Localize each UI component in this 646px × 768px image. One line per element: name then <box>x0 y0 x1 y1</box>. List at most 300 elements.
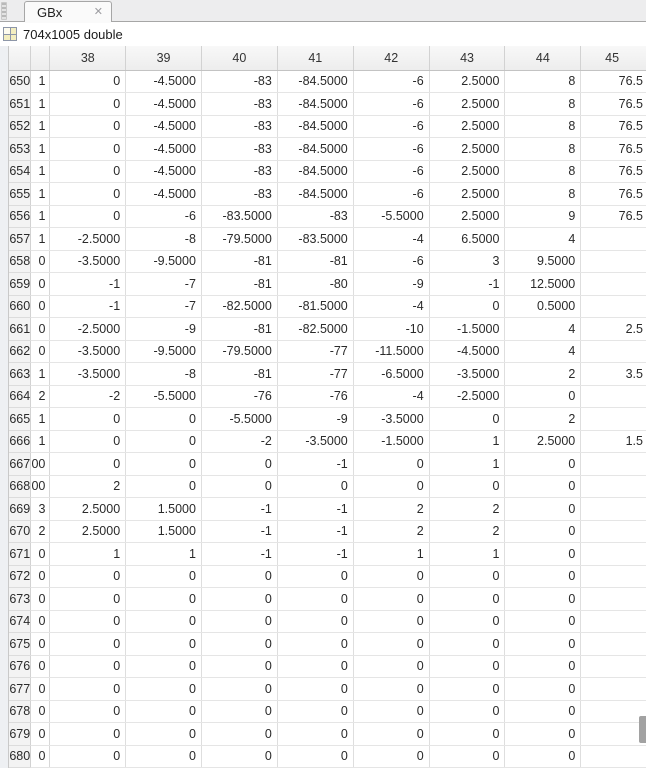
data-cell[interactable]: -4 <box>353 228 429 251</box>
data-cell[interactable]: -8 <box>126 228 202 251</box>
data-cell[interactable]: -2.5000 <box>50 228 126 251</box>
data-cell[interactable]: -1 <box>50 295 126 318</box>
data-cell[interactable]: 0 <box>429 475 505 498</box>
data-cell[interactable]: -6 <box>353 160 429 183</box>
data-cell[interactable]: -5.5000 <box>353 205 429 228</box>
column-header-42[interactable]: 42 <box>353 46 429 70</box>
data-cell[interactable]: -81.5000 <box>277 295 353 318</box>
data-cell[interactable]: -9 <box>353 273 429 296</box>
data-cell[interactable]: 0 <box>277 565 353 588</box>
data-cell[interactable]: -4.5000 <box>126 160 202 183</box>
data-cell[interactable]: 0 <box>50 138 126 161</box>
data-cell[interactable]: 0 <box>50 70 126 93</box>
column-header-39[interactable]: 39 <box>126 46 202 70</box>
data-cell[interactable]: 2.5000 <box>50 498 126 521</box>
data-cell[interactable]: 0 <box>429 565 505 588</box>
data-cell[interactable]: 2.5000 <box>429 115 505 138</box>
data-cell[interactable]: -82.5000 <box>201 295 277 318</box>
column-header-44[interactable]: 44 <box>505 46 581 70</box>
data-cell[interactable] <box>581 340 646 363</box>
vertical-scrollbar-thumb[interactable] <box>639 716 646 743</box>
data-cell[interactable]: 1 <box>126 543 202 566</box>
data-cell[interactable]: 0 <box>31 700 50 723</box>
data-cell[interactable]: -81 <box>201 273 277 296</box>
data-cell[interactable]: -1 <box>201 498 277 521</box>
data-cell[interactable]: -81 <box>277 250 353 273</box>
data-cell[interactable]: 0 <box>505 588 581 611</box>
data-cell[interactable] <box>581 475 646 498</box>
data-cell[interactable]: -1 <box>201 520 277 543</box>
column-header-38[interactable]: 38 <box>50 46 126 70</box>
data-cell[interactable]: -83 <box>201 183 277 206</box>
data-cell[interactable]: 0 <box>505 633 581 656</box>
data-cell[interactable]: 0 <box>505 700 581 723</box>
data-cell[interactable]: 0 <box>505 385 581 408</box>
data-cell[interactable]: -83 <box>201 93 277 116</box>
row-header-cell[interactable]: 650 <box>9 70 31 93</box>
data-cell[interactable]: -6 <box>126 205 202 228</box>
data-cell[interactable]: 2.5000 <box>50 520 126 543</box>
panel-grip-icon[interactable] <box>1 2 7 20</box>
data-cell[interactable]: 0 <box>31 745 50 768</box>
data-cell[interactable] <box>581 453 646 476</box>
data-cell[interactable]: 4 <box>505 228 581 251</box>
row-header-cell[interactable]: 670 <box>9 520 31 543</box>
data-cell[interactable]: 0 <box>50 745 126 768</box>
data-cell[interactable]: -9 <box>277 408 353 431</box>
data-cell[interactable]: -5.5000 <box>201 408 277 431</box>
data-cell[interactable]: 0 <box>505 475 581 498</box>
data-cell[interactable]: 0 <box>50 430 126 453</box>
data-cell[interactable]: 1 <box>31 430 50 453</box>
data-cell[interactable]: 3 <box>429 250 505 273</box>
data-cell[interactable]: 0 <box>353 588 429 611</box>
data-cell[interactable]: 0 <box>201 723 277 746</box>
data-cell[interactable] <box>581 295 646 318</box>
data-cell[interactable]: 2 <box>353 498 429 521</box>
data-cell[interactable]: 0 <box>50 93 126 116</box>
data-cell[interactable]: 1.5000 <box>126 520 202 543</box>
data-cell[interactable]: 2 <box>31 520 50 543</box>
data-cell[interactable]: -83.5000 <box>277 228 353 251</box>
data-cell[interactable]: 0 <box>50 160 126 183</box>
data-cell[interactable]: 0 <box>429 295 505 318</box>
data-cell[interactable] <box>581 655 646 678</box>
data-cell[interactable]: 76.5 <box>581 205 646 228</box>
corner-header-cell[interactable] <box>9 46 31 70</box>
data-cell[interactable]: 1 <box>429 543 505 566</box>
data-cell[interactable]: 0 <box>50 633 126 656</box>
data-cell[interactable]: 1 <box>31 228 50 251</box>
data-cell[interactable]: -4.5000 <box>126 115 202 138</box>
data-cell[interactable]: 0 <box>31 543 50 566</box>
data-cell[interactable]: -76 <box>201 385 277 408</box>
data-cell[interactable]: 0 <box>50 678 126 701</box>
data-cell[interactable]: -7 <box>126 295 202 318</box>
data-cell[interactable]: 0 <box>505 745 581 768</box>
data-cell[interactable]: 8 <box>505 183 581 206</box>
data-cell[interactable]: 0 <box>201 475 277 498</box>
data-cell[interactable]: -80 <box>277 273 353 296</box>
data-cell[interactable]: -83.5000 <box>201 205 277 228</box>
data-cell[interactable]: -83 <box>201 70 277 93</box>
data-cell[interactable]: 0 <box>50 205 126 228</box>
data-cell[interactable]: 0 <box>50 115 126 138</box>
data-cell[interactable]: 76.5 <box>581 70 646 93</box>
data-cell[interactable] <box>581 610 646 633</box>
data-cell[interactable]: 1 <box>429 453 505 476</box>
data-cell[interactable]: -10 <box>353 318 429 341</box>
data-cell[interactable]: 0 <box>201 745 277 768</box>
row-header-cell[interactable]: 680 <box>9 745 31 768</box>
row-header-cell[interactable]: 663 <box>9 363 31 386</box>
row-header-cell[interactable]: 669 <box>9 498 31 521</box>
data-cell[interactable]: -4.5000 <box>126 70 202 93</box>
data-cell[interactable]: -82.5000 <box>277 318 353 341</box>
data-cell[interactable]: -4.5000 <box>429 340 505 363</box>
data-cell[interactable]: -84.5000 <box>277 138 353 161</box>
data-cell[interactable]: 0 <box>277 655 353 678</box>
data-cell[interactable]: -79.5000 <box>201 228 277 251</box>
data-cell[interactable]: 2.5000 <box>429 70 505 93</box>
data-cell[interactable]: -9 <box>126 318 202 341</box>
data-cell[interactable]: 0 <box>126 610 202 633</box>
data-cell[interactable]: -81 <box>201 250 277 273</box>
data-cell[interactable]: 0 <box>31 273 50 296</box>
data-cell[interactable]: -6 <box>353 250 429 273</box>
data-cell[interactable]: -81 <box>201 363 277 386</box>
data-cell[interactable]: -83 <box>201 115 277 138</box>
data-cell[interactable]: 4 <box>505 340 581 363</box>
data-cell[interactable] <box>581 678 646 701</box>
data-cell[interactable]: -81 <box>201 318 277 341</box>
data-cell[interactable]: 0 <box>126 475 202 498</box>
row-header-cell[interactable]: 661 <box>9 318 31 341</box>
data-cell[interactable] <box>581 385 646 408</box>
data-cell[interactable]: -4 <box>353 295 429 318</box>
data-cell[interactable]: -2.5000 <box>429 385 505 408</box>
data-cell[interactable]: 1 <box>31 70 50 93</box>
close-icon[interactable]: ✕ <box>93 5 103 18</box>
row-header-cell[interactable]: 676 <box>9 655 31 678</box>
data-cell[interactable]: 1 <box>31 93 50 116</box>
data-cell[interactable]: 0 <box>277 610 353 633</box>
data-cell[interactable]: -3.5000 <box>50 363 126 386</box>
data-cell[interactable]: -1 <box>277 543 353 566</box>
data-cell[interactable]: -83 <box>201 138 277 161</box>
data-cell[interactable]: 0 <box>31 318 50 341</box>
data-cell[interactable]: 1 <box>429 430 505 453</box>
column-header-40[interactable]: 40 <box>201 46 277 70</box>
data-cell[interactable]: 2 <box>50 475 126 498</box>
data-cell[interactable]: 0 <box>126 745 202 768</box>
data-cell[interactable]: -84.5000 <box>277 70 353 93</box>
data-cell[interactable]: -3.5000 <box>50 340 126 363</box>
row-header-cell[interactable]: 662 <box>9 340 31 363</box>
data-cell[interactable]: 0 <box>50 588 126 611</box>
data-cell[interactable] <box>581 273 646 296</box>
data-cell[interactable]: -83 <box>277 205 353 228</box>
data-cell[interactable]: 0 <box>31 655 50 678</box>
data-cell[interactable]: 0 <box>126 678 202 701</box>
data-cell[interactable]: 0 <box>201 655 277 678</box>
data-cell[interactable]: 1.5 <box>581 430 646 453</box>
data-cell[interactable] <box>581 633 646 656</box>
data-cell[interactable]: 8 <box>505 115 581 138</box>
data-cell[interactable]: 0 <box>126 655 202 678</box>
data-cell[interactable]: 0 <box>353 655 429 678</box>
row-header-cell[interactable]: 667 <box>9 453 31 476</box>
data-cell[interactable]: -11.5000 <box>353 340 429 363</box>
row-header-cell[interactable]: 679 <box>9 723 31 746</box>
data-cell[interactable]: 00 <box>31 475 50 498</box>
data-cell[interactable]: 0 <box>50 610 126 633</box>
data-cell[interactable]: 0 <box>31 633 50 656</box>
data-cell[interactable]: -84.5000 <box>277 93 353 116</box>
data-cell[interactable] <box>581 520 646 543</box>
data-cell[interactable]: 1.5000 <box>126 498 202 521</box>
row-header-cell[interactable]: 665 <box>9 408 31 431</box>
data-cell[interactable]: -2.5000 <box>50 318 126 341</box>
row-header-cell[interactable]: 677 <box>9 678 31 701</box>
data-cell[interactable] <box>581 588 646 611</box>
data-cell[interactable]: 0 <box>505 723 581 746</box>
data-cell[interactable]: 1 <box>31 183 50 206</box>
data-cell[interactable]: 0 <box>31 610 50 633</box>
data-cell[interactable] <box>581 543 646 566</box>
data-cell[interactable]: 0 <box>277 633 353 656</box>
data-cell[interactable]: -6 <box>353 115 429 138</box>
data-cell[interactable]: 0 <box>429 633 505 656</box>
data-cell[interactable]: 0 <box>429 723 505 746</box>
data-cell[interactable]: 0 <box>31 588 50 611</box>
data-cell[interactable]: 0 <box>505 520 581 543</box>
data-cell[interactable]: -5.5000 <box>126 385 202 408</box>
data-cell[interactable]: -6 <box>353 70 429 93</box>
data-cell[interactable]: 0 <box>353 565 429 588</box>
data-cell[interactable]: 0 <box>277 475 353 498</box>
data-cell[interactable]: 0 <box>505 453 581 476</box>
data-cell[interactable]: 0 <box>429 700 505 723</box>
data-cell[interactable]: 0 <box>126 633 202 656</box>
data-cell[interactable] <box>581 228 646 251</box>
partial-column-header[interactable] <box>31 46 50 70</box>
data-cell[interactable]: 2 <box>429 520 505 543</box>
data-cell[interactable]: -2 <box>201 430 277 453</box>
data-cell[interactable]: -1.5000 <box>353 430 429 453</box>
data-cell[interactable]: -3.5000 <box>429 363 505 386</box>
data-cell[interactable]: 0 <box>126 565 202 588</box>
data-cell[interactable]: -84.5000 <box>277 160 353 183</box>
data-cell[interactable]: 0 <box>50 565 126 588</box>
data-cell[interactable]: 0 <box>201 678 277 701</box>
data-cell[interactable]: 3 <box>31 498 50 521</box>
row-header-cell[interactable]: 673 <box>9 588 31 611</box>
data-cell[interactable]: 1 <box>31 115 50 138</box>
data-cell[interactable]: 0 <box>31 340 50 363</box>
data-cell[interactable]: 2.5 <box>581 318 646 341</box>
data-cell[interactable]: 2 <box>505 363 581 386</box>
data-cell[interactable]: 1 <box>31 363 50 386</box>
data-cell[interactable]: -3.5000 <box>50 250 126 273</box>
data-cell[interactable]: 76.5 <box>581 183 646 206</box>
data-cell[interactable]: 0 <box>31 295 50 318</box>
data-cell[interactable]: 0 <box>201 588 277 611</box>
data-cell[interactable]: 12.5000 <box>505 273 581 296</box>
data-cell[interactable]: 2 <box>353 520 429 543</box>
data-cell[interactable]: 0 <box>429 610 505 633</box>
row-header-cell[interactable]: 668 <box>9 475 31 498</box>
data-cell[interactable]: 0 <box>429 655 505 678</box>
data-cell[interactable]: 2 <box>505 408 581 431</box>
row-header-cell[interactable]: 656 <box>9 205 31 228</box>
data-cell[interactable]: 0 <box>201 700 277 723</box>
data-cell[interactable] <box>581 250 646 273</box>
data-cell[interactable] <box>581 745 646 768</box>
data-cell[interactable]: -1 <box>429 273 505 296</box>
data-cell[interactable]: 0 <box>126 453 202 476</box>
data-cell[interactable]: 0 <box>31 723 50 746</box>
data-cell[interactable]: 0 <box>505 498 581 521</box>
data-cell[interactable]: 1 <box>31 138 50 161</box>
row-header-cell[interactable]: 659 <box>9 273 31 296</box>
data-cell[interactable]: 0 <box>277 588 353 611</box>
data-cell[interactable]: 9 <box>505 205 581 228</box>
data-cell[interactable]: 76.5 <box>581 115 646 138</box>
data-cell[interactable]: 1 <box>31 205 50 228</box>
data-cell[interactable]: 0 <box>50 723 126 746</box>
row-header-cell[interactable]: 660 <box>9 295 31 318</box>
data-cell[interactable]: 0 <box>50 183 126 206</box>
data-cell[interactable]: 0 <box>353 678 429 701</box>
data-cell[interactable]: 2 <box>31 385 50 408</box>
data-cell[interactable]: 3.5 <box>581 363 646 386</box>
data-cell[interactable]: -4.5000 <box>126 93 202 116</box>
data-cell[interactable]: -2 <box>50 385 126 408</box>
data-cell[interactable]: -9.5000 <box>126 340 202 363</box>
column-header-43[interactable]: 43 <box>429 46 505 70</box>
data-cell[interactable]: 0 <box>50 700 126 723</box>
data-cell[interactable]: -84.5000 <box>277 183 353 206</box>
row-header-cell[interactable]: 671 <box>9 543 31 566</box>
data-cell[interactable]: 2.5000 <box>429 93 505 116</box>
data-cell[interactable]: -77 <box>277 340 353 363</box>
row-header-cell[interactable]: 674 <box>9 610 31 633</box>
data-cell[interactable]: 0 <box>277 700 353 723</box>
row-header-cell[interactable]: 653 <box>9 138 31 161</box>
data-cell[interactable]: -84.5000 <box>277 115 353 138</box>
data-cell[interactable]: -1 <box>277 520 353 543</box>
data-cell[interactable]: -6.5000 <box>353 363 429 386</box>
data-cell[interactable]: -1 <box>277 498 353 521</box>
data-cell[interactable]: -3.5000 <box>277 430 353 453</box>
data-cell[interactable]: 1 <box>353 543 429 566</box>
data-cell[interactable]: 6.5000 <box>429 228 505 251</box>
data-cell[interactable]: -1 <box>50 273 126 296</box>
data-cell[interactable]: 0 <box>429 588 505 611</box>
data-cell[interactable]: 2.5000 <box>429 183 505 206</box>
data-cell[interactable]: 8 <box>505 160 581 183</box>
row-header-cell[interactable]: 675 <box>9 633 31 656</box>
data-cell[interactable]: 8 <box>505 93 581 116</box>
data-cell[interactable]: -3.5000 <box>353 408 429 431</box>
data-cell[interactable]: -83 <box>201 160 277 183</box>
data-cell[interactable] <box>581 498 646 521</box>
data-cell[interactable]: 0 <box>505 678 581 701</box>
data-cell[interactable]: 0 <box>353 633 429 656</box>
row-header-cell[interactable]: 655 <box>9 183 31 206</box>
data-cell[interactable]: 76.5 <box>581 138 646 161</box>
data-cell[interactable]: 0.5000 <box>505 295 581 318</box>
data-cell[interactable]: 0 <box>505 655 581 678</box>
data-cell[interactable]: 0 <box>429 408 505 431</box>
data-cell[interactable]: 0 <box>31 565 50 588</box>
data-cell[interactable]: -4.5000 <box>126 183 202 206</box>
data-cell[interactable]: 0 <box>505 565 581 588</box>
data-cell[interactable]: 0 <box>50 453 126 476</box>
data-cell[interactable]: -7 <box>126 273 202 296</box>
data-cell[interactable]: 2.5000 <box>505 430 581 453</box>
data-cell[interactable]: 0 <box>429 745 505 768</box>
data-cell[interactable]: 0 <box>50 655 126 678</box>
data-cell[interactable]: 1 <box>31 160 50 183</box>
data-cell[interactable]: 0 <box>353 475 429 498</box>
row-header-cell[interactable]: 658 <box>9 250 31 273</box>
data-cell[interactable]: -6 <box>353 138 429 161</box>
data-cell[interactable]: 0 <box>353 700 429 723</box>
data-cell[interactable]: 00 <box>31 453 50 476</box>
data-cell[interactable]: 0 <box>353 453 429 476</box>
data-cell[interactable]: 2.5000 <box>429 138 505 161</box>
row-header-cell[interactable]: 664 <box>9 385 31 408</box>
data-cell[interactable]: 0 <box>31 678 50 701</box>
data-cell[interactable]: 0 <box>201 453 277 476</box>
data-cell[interactable] <box>581 700 646 723</box>
data-cell[interactable]: -4 <box>353 385 429 408</box>
data-cell[interactable]: 0 <box>201 565 277 588</box>
data-cell[interactable]: 76.5 <box>581 93 646 116</box>
data-cell[interactable]: 9.5000 <box>505 250 581 273</box>
data-cell[interactable]: 2.5000 <box>429 160 505 183</box>
data-cell[interactable]: 8 <box>505 138 581 161</box>
data-cell[interactable]: 1 <box>31 408 50 431</box>
data-cell[interactable] <box>581 565 646 588</box>
row-header-cell[interactable]: 666 <box>9 430 31 453</box>
data-cell[interactable] <box>581 723 646 746</box>
data-cell[interactable]: 1 <box>50 543 126 566</box>
data-cell[interactable]: -6 <box>353 93 429 116</box>
data-cell[interactable]: 0 <box>126 700 202 723</box>
row-header-cell[interactable]: 672 <box>9 565 31 588</box>
data-cell[interactable]: 0 <box>429 678 505 701</box>
data-cell[interactable] <box>581 408 646 431</box>
data-cell[interactable]: 0 <box>353 723 429 746</box>
data-cell[interactable]: -9.5000 <box>126 250 202 273</box>
data-cell[interactable]: -79.5000 <box>201 340 277 363</box>
data-cell[interactable]: 0 <box>50 408 126 431</box>
data-cell[interactable]: 2 <box>429 498 505 521</box>
column-header-41[interactable]: 41 <box>277 46 353 70</box>
data-cell[interactable]: 0 <box>277 678 353 701</box>
row-header-cell[interactable]: 657 <box>9 228 31 251</box>
data-cell[interactable]: 0 <box>31 250 50 273</box>
data-cell[interactable]: 2.5000 <box>429 205 505 228</box>
data-cell[interactable]: 0 <box>505 610 581 633</box>
data-cell[interactable]: 8 <box>505 70 581 93</box>
row-header-cell[interactable]: 651 <box>9 93 31 116</box>
data-cell[interactable]: 0 <box>277 745 353 768</box>
row-header-cell[interactable]: 678 <box>9 700 31 723</box>
